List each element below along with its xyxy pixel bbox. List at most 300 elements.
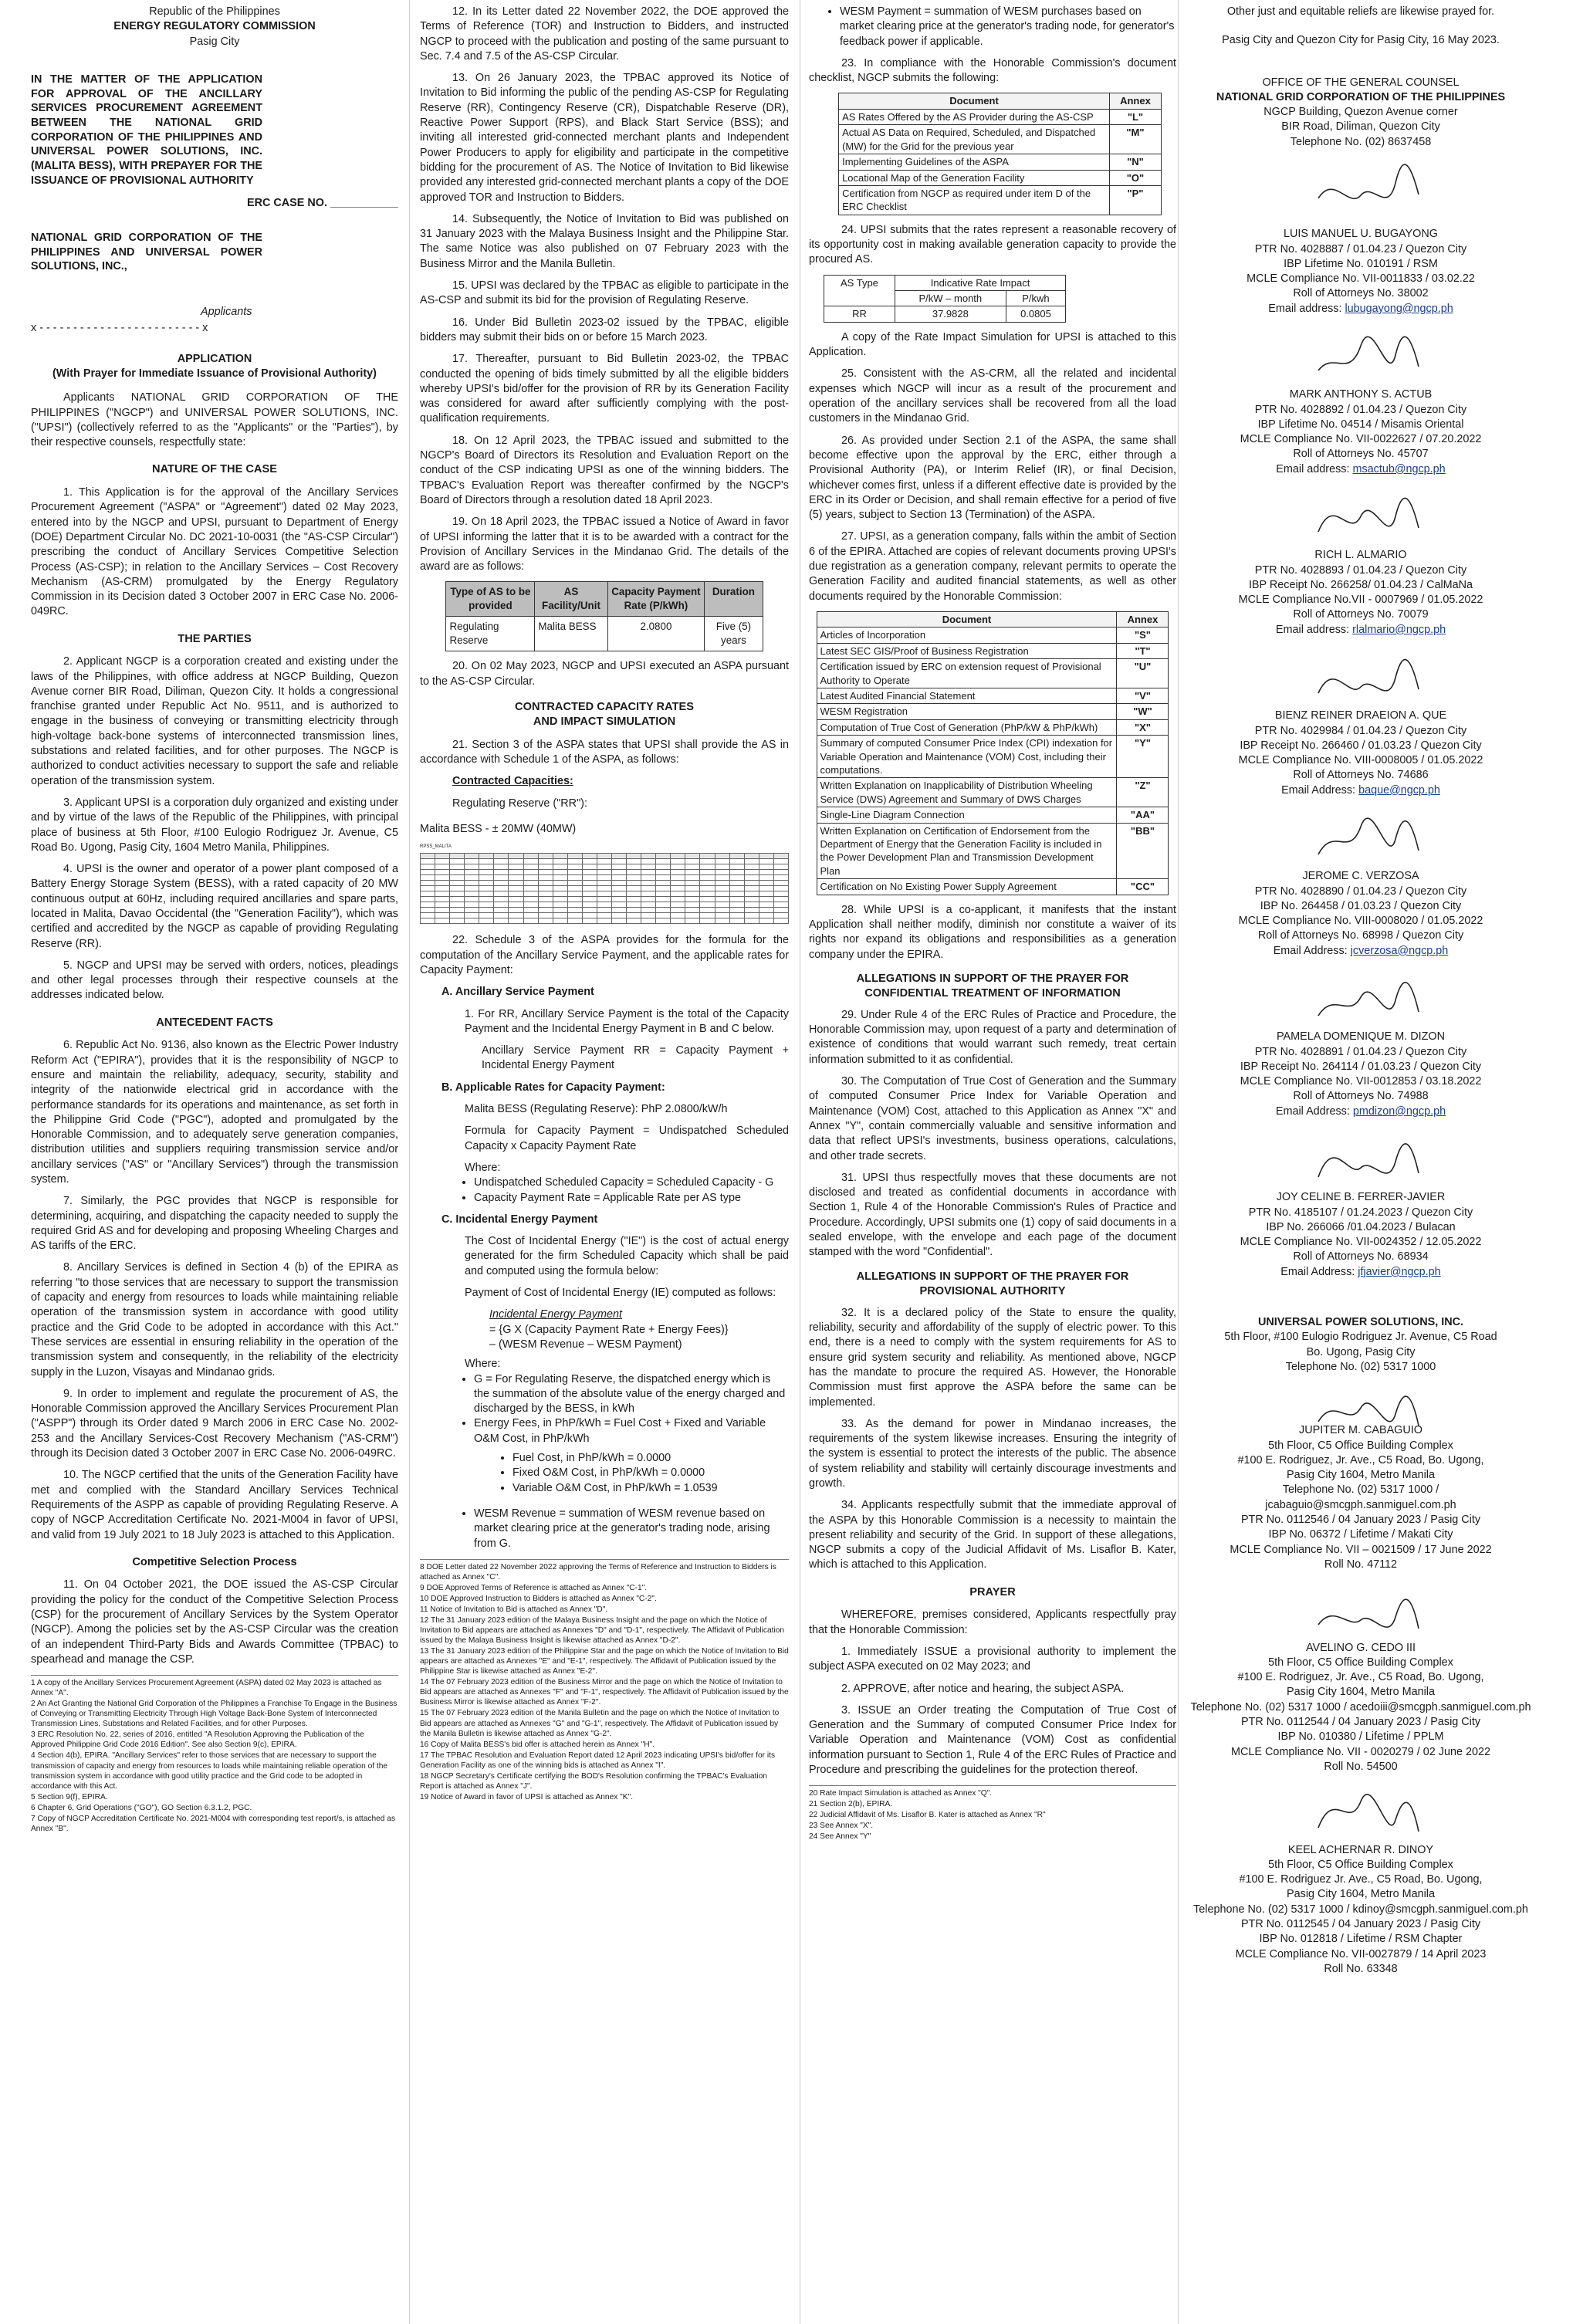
table-cell: Certification issued by ERC on extension request of Provisional Authority to Operate xyxy=(817,659,1117,688)
table-cell: 37.9828 xyxy=(895,306,1006,322)
grid-cell xyxy=(612,881,627,886)
table-cell: "P" xyxy=(1109,185,1161,215)
grid-cell xyxy=(582,908,597,913)
grid-cell xyxy=(773,854,788,859)
signature-block xyxy=(1179,642,1542,803)
grid-cell xyxy=(523,891,538,897)
grid-cell xyxy=(700,875,715,881)
email-link[interactable]: pmdizon@ngcp.ph xyxy=(1352,1104,1446,1118)
grid-cell xyxy=(421,870,435,875)
grid-row xyxy=(421,875,789,881)
grid-cell xyxy=(597,870,611,875)
table-header: Document xyxy=(817,611,1117,627)
grid-cell xyxy=(567,908,582,913)
paragraph-25: 25. Consistent with the AS-CRM, all the related and incidental expenses which NGCP will incur as a result of the procurement and operation of the ancillary services shall be recovered from all the load customers in the Mindanao Grid. xyxy=(809,367,1176,425)
grid-row xyxy=(421,886,789,891)
grid-cell xyxy=(700,902,715,908)
paragraph-20: 20. On 02 May 2023, NGCP and UPSI executed an ASPA pursuant to the AS-CSP Circular. xyxy=(420,660,789,688)
footnote: 12 The 31 January 2023 edition of the Malaya Business Insight and the page on which the Notice of Invitation to Bid appears are attached as Annexes "D" and "D-1", respectively. The Affidavit of Publication issued by the Malaya Business Insight is likewise attached as Annex "D-2". xyxy=(420,1616,785,1646)
grid-cell xyxy=(671,913,685,918)
energy-fee-list xyxy=(497,1451,789,1496)
grid-cell xyxy=(450,854,465,859)
list-item: • Variable O&M Cost, in PhP/kWh = 1.0539 xyxy=(512,1481,789,1496)
grid-cell xyxy=(450,908,465,913)
grid-cell xyxy=(671,918,685,924)
applicants-label: Applicants xyxy=(201,306,252,319)
signature-block xyxy=(1179,1124,1542,1284)
grid-cell xyxy=(700,891,715,897)
grid-cell xyxy=(627,859,641,864)
grid-cell xyxy=(729,913,744,918)
grid-cell xyxy=(479,897,494,902)
grid-cell xyxy=(509,859,523,864)
signature-scribble xyxy=(1303,150,1426,219)
grid-cell xyxy=(773,864,788,870)
paragraph-4: 4. UPSI is the owner and operator of a power plant composed of a Battery Energy Storage System (BESS), with a rated capacity of 20 MW continuous output at 60Hz, including required ancillaries and spare parts, located in Malita, Davao Occidental (the "Generation Facility"), which was certified and accredited by the NGCP as capable of providing Regulating Reserve (RR). xyxy=(31,863,398,950)
grid-cell xyxy=(612,854,627,859)
checklist-table xyxy=(838,93,1162,215)
table-cell: Implementing Guidelines of the ASPA xyxy=(839,154,1110,170)
table-cell: "X" xyxy=(1117,719,1169,735)
prayer-item-2: 2. APPROVE, after notice and hearing, the subject ASPA. xyxy=(841,1682,1125,1695)
grid-cell xyxy=(479,875,494,881)
signatory-email-line xyxy=(1179,623,1542,638)
footnote: 20 Rate Impact Simulation is attached as Annex "Q". xyxy=(809,1789,993,1798)
wherefore-paragraph: WHEREFORE, premises considered, Applicants respectfully pray that the Honorable Commission: xyxy=(809,1609,1176,1636)
grid-cell xyxy=(553,870,567,875)
grid-cell xyxy=(773,908,788,913)
grid-cell xyxy=(715,913,729,918)
grid-cell xyxy=(671,864,685,870)
grid-cell xyxy=(744,864,759,870)
paragraph-3: 3. Applicant UPSI is a corporation duly organized and existing under and by virtue of the laws of the Republic of the Philippines, with principal place of business at 5th Floor, #100 Eulogio Rodriguez Jr. Avenue, C5 Road Bo. Ugong, Pasig City, 1604 Metro Manila, Philippines. xyxy=(31,796,398,854)
heading-antecedent: ANTECEDENT FACTS xyxy=(156,1016,273,1029)
table-header: AS Type xyxy=(824,275,895,306)
email-link[interactable]: jcverzosa@ngcp.ph xyxy=(1350,944,1449,957)
grid-cell xyxy=(627,913,641,918)
signatory-detail: MCLE Compliance No. VII-0027879 / 14 April 2023 xyxy=(1235,1947,1487,1960)
grid-cell xyxy=(494,859,509,864)
grid-cell xyxy=(729,875,744,881)
grid-cell xyxy=(597,902,611,908)
email-link[interactable]: baque@ngcp.ph xyxy=(1358,783,1440,797)
grid-cell xyxy=(523,913,538,918)
award-cell: 2.0800 xyxy=(607,617,705,651)
paragraph-6: 6. Republic Act No. 9136, also known as the Electric Power Industry Reform Act ("EPIRA"), provides that it is the responsibility of NGCP to ensure and maintain the reliability, adequacy, security, stability and integrity of the nationwide electrical grid in accordance with the performance standards for its operations and maintenance, as set forth in the Philippine Grid Code ("PGC"), adopted and promulgated by the Honorable Commission, and to adequately serve generation companies, distribution utilities and suppliers requiring transmission service and/or ancillary services ("AS" or "Ancillary Services") through the transmission system. xyxy=(31,1039,398,1186)
grid-cell xyxy=(435,913,450,918)
grid-cell xyxy=(479,918,494,924)
signatory-email-line xyxy=(1179,944,1542,959)
grid-cell xyxy=(773,870,788,875)
signatory-detail: MCLE Compliance No. VII-0011833 / 03.02.22 xyxy=(1247,272,1475,286)
grid-cell xyxy=(553,864,567,870)
signature-block xyxy=(1179,321,1542,482)
grid-cell xyxy=(744,918,759,924)
grid-cell xyxy=(553,913,567,918)
signature-scribble xyxy=(1303,963,1426,1033)
ngcp-address-1: NGCP Building, Quezon Avenue corner xyxy=(1263,106,1458,119)
grid-cell xyxy=(671,908,685,913)
grid-cell xyxy=(715,908,729,913)
signatory-detail: PTR No. 4028887 / 01.04.23 / Quezon City xyxy=(1254,242,1467,255)
signatory-detail: Roll No. 47112 xyxy=(1324,1558,1398,1571)
documents-table xyxy=(817,611,1169,895)
grid-cell xyxy=(656,854,671,859)
column-3 xyxy=(809,0,1176,2324)
grid-cell xyxy=(465,908,479,913)
signature-text xyxy=(1179,1843,1542,1977)
grid-cell xyxy=(773,881,788,886)
email-link[interactable]: lubugayong@ngcp.ph xyxy=(1345,302,1453,315)
grid-cell xyxy=(597,908,611,913)
table-cell: "N" xyxy=(1109,154,1161,170)
table-row xyxy=(839,185,1162,215)
signatory-detail: IBP Receipt No. 266258/ 01.04.23 / CalMaNa xyxy=(1248,578,1473,591)
section-b-heading: B. Applicable Rates for Capacity Payment: xyxy=(441,1081,665,1094)
table-cell: "Y" xyxy=(1117,736,1169,778)
grid-cell xyxy=(479,864,494,870)
grid-cell xyxy=(582,854,597,859)
grid-cell xyxy=(523,875,538,881)
signatory-detail: MCLE Compliance No. VII – 0021509 / 17 June 2022 xyxy=(1230,1543,1492,1556)
grid-cell xyxy=(421,913,435,918)
column-2 xyxy=(420,0,789,2324)
email-label: Email address: xyxy=(1268,302,1345,315)
table-cell: WESM Registration xyxy=(817,704,1117,719)
signatory-detail: MCLE Compliance No. VIII-0008005 / 01.05.2022 xyxy=(1238,754,1483,767)
grid-cell xyxy=(671,891,685,897)
award-header: Duration xyxy=(705,582,763,617)
list-item: • WESM Payment = summation of WESM purchases based on market clearing price at the generator's trading node, for generator's feedback power if applicable. xyxy=(840,5,1176,49)
grid-cell xyxy=(465,897,479,902)
grid-cell xyxy=(435,875,450,881)
signatory-email-line xyxy=(1179,783,1542,798)
grid-cell xyxy=(641,854,656,859)
signatory-detail: Roll of Attorneys No. 68998 / Quezon City xyxy=(1257,929,1464,942)
grid-cell xyxy=(567,859,582,864)
grid-cell xyxy=(597,913,611,918)
grid-cell xyxy=(523,881,538,886)
caption-rule: x - - - - - - - - - - - - - - - - - - - - - - - - x xyxy=(31,322,208,335)
grid-cell xyxy=(612,875,627,881)
signatory-detail: MCLE Compliance No. VII-0022627 / 07.20.2022 xyxy=(1240,433,1482,446)
document-header xyxy=(31,0,398,49)
grid-cell xyxy=(773,859,788,864)
grid-cell xyxy=(729,886,744,891)
signatory-detail: IBP Receipt No. 264114 / 01.03.23 / Quezon City xyxy=(1240,1060,1482,1073)
republic-label: Republic of the Philippines xyxy=(149,5,280,18)
table-row xyxy=(446,617,763,651)
grid-cell xyxy=(773,886,788,891)
signatory-detail: Roll of Attorneys No. 45707 xyxy=(1293,448,1429,461)
table-header: Document xyxy=(839,93,1110,109)
grid-cell xyxy=(553,854,567,859)
table-row xyxy=(817,643,1169,658)
award-cell: Regulating Reserve xyxy=(446,617,535,651)
grid-row xyxy=(421,854,789,859)
grid-cell xyxy=(641,859,656,864)
list-item: • Undispatched Scheduled Capacity = Scheduled Capacity - G xyxy=(474,1176,789,1190)
grid-cell xyxy=(421,891,435,897)
grid-cell xyxy=(597,854,611,859)
signatory-detail: PTR No. 0112546 / 04 January 2023 / Pasig City xyxy=(1240,1514,1481,1527)
rate-impact-note: A copy of the Rate Impact Simulation for UPSI is attached to this Application. xyxy=(809,330,1176,359)
grid-cell xyxy=(494,875,509,881)
grid-cell xyxy=(465,854,479,859)
grid-cell xyxy=(582,902,597,908)
grid-cell xyxy=(509,881,523,886)
grid-cell xyxy=(627,918,641,924)
signatory-name: BIENZ REINER DRAEION A. QUE xyxy=(1274,709,1447,722)
grid-cell xyxy=(582,875,597,881)
prayer-item-3: 3. ISSUE an Order treating the Computation of True Cost of Generation and the Summary of computed Consumer Price Index for Variable Operation and Maintenance (VOM) Cost as confidential information pursuant to Section 1, Rule 4 of the ERC Rules of Practice and Procedure and prescribing the guidelines for the protection thereof. xyxy=(809,1703,1176,1776)
grid-cell xyxy=(494,854,509,859)
signatory-detail: IBP No. 264458 / 01.03.23 / Quezon City xyxy=(1260,899,1462,912)
grid-cell xyxy=(421,902,435,908)
grid-cell xyxy=(479,854,494,859)
signatory-detail: 5th Floor, C5 Office Building Complex xyxy=(1268,1858,1453,1871)
grid-cell xyxy=(685,870,700,875)
grid-cell xyxy=(759,897,773,902)
grid-cell xyxy=(744,913,759,918)
grid-cell xyxy=(729,897,744,902)
email-link[interactable]: jfjavier@ngcp.ph xyxy=(1358,1265,1441,1278)
paragraph-12: 12. In its Letter dated 22 November 2022, the DOE approved the Terms of Reference (TOR) and Instruction to Bidders, and instructed NGCP to proceed with the publication and posting of the same pursuant to Sec. 7.4 and 7.5 of the AS-CSP Circular. xyxy=(420,5,789,63)
grid-cell xyxy=(641,902,656,908)
grid-cell xyxy=(641,881,656,886)
grid-cell xyxy=(509,913,523,918)
signatory-detail: MCLE Compliance No.VII - 0007969 / 01.05.2022 xyxy=(1238,594,1483,607)
email-link[interactable]: msactub@ngcp.ph xyxy=(1352,462,1446,475)
signatory-detail: PTR No. 4028891 / 01.04.23 / Quezon City xyxy=(1254,1045,1467,1058)
signature-block xyxy=(1179,803,1542,963)
grid-cell xyxy=(421,886,435,891)
footnote: 1 A copy of the Ancillary Services Procurement Agreement (ASPA) dated 02 May 2023 is attached as Annex "A". xyxy=(31,1679,382,1698)
grid-cell xyxy=(773,902,788,908)
signatory-detail: PTR No. 4029984 / 01.04.23 / Quezon City xyxy=(1254,724,1467,737)
grid-cell xyxy=(465,859,479,864)
email-link[interactable]: rlalmario@ngcp.ph xyxy=(1352,623,1446,636)
grid-cell xyxy=(685,897,700,902)
table-row xyxy=(824,306,1066,322)
table-cell: "W" xyxy=(1117,704,1169,719)
section-c-heading: C. Incidental Energy Payment xyxy=(441,1213,598,1226)
grid-cell xyxy=(582,870,597,875)
signatory-name: JUPITER M. CABAGUIO xyxy=(1299,1424,1422,1437)
grid-cell xyxy=(523,870,538,875)
other-relief: Other just and equitable reliefs are likewise prayed for. xyxy=(1226,5,1495,18)
grid-cell xyxy=(494,881,509,886)
paragraph-8: 8. Ancillary Services is defined in Section 4 (b) of the EPIRA as referring "to those services that are necessary to support the transmission of capacity and energy from resources to loads while maintaining reliable operation of the transmission system in accordance with good utility practice and the Grid Code to be adopted in accordance with this Act." These services are essential in ensuring reliability in the operation of the transmission system and consequently, in the reliability of the electricity supply in the Luzon, Visayas and Mindanao grids. xyxy=(31,1261,398,1379)
grid-cell xyxy=(435,886,450,891)
section-c-text: The Cost of Incidental Energy ("IE") is the cost of actual energy generated for the firm Scheduled Capacity which shall be paid and computed using the formula below: xyxy=(465,1235,789,1277)
footnote: 16 Copy of Malita BESS's bid offer is attached herein as Annex "H". xyxy=(420,1740,655,1749)
award-cell: Malita BESS xyxy=(535,617,607,651)
footnote: 4 Section 4(b), EPIRA. "Ancillary Services" refer to those services that are necessary to support the transmission of capacity and energy from resources to loads while maintaining reliable operation of the transmission system in accordance with good utility practice and the Grid code to be adopted in accordance with this Act. xyxy=(31,1751,388,1791)
grid-cell xyxy=(435,859,450,864)
grid-cell xyxy=(729,908,744,913)
signatory-detail: PTR No. 0112545 / 04 January 2023 / Pasig City xyxy=(1240,1918,1481,1931)
grid-cell xyxy=(627,875,641,881)
grid-cell xyxy=(597,875,611,881)
grid-cell xyxy=(641,886,656,891)
table-cell: RR xyxy=(824,306,895,322)
grid-cell xyxy=(582,886,597,891)
signatory-detail: #100 E. Rodriguez Jr. Ave., C5 Road, Bo. Ugong, xyxy=(1239,1873,1483,1886)
grid-cell xyxy=(435,891,450,897)
grid-cell xyxy=(553,875,567,881)
grid-cell xyxy=(421,897,435,902)
grid-cell xyxy=(509,870,523,875)
grid-cell xyxy=(509,854,523,859)
prayer-item-1: 1. Immediately ISSUE a provisional authority to implement the subject ASPA executed on 02 May 2023; and xyxy=(809,1645,1176,1673)
grid-cell xyxy=(450,886,465,891)
table-row xyxy=(817,879,1169,895)
grid-cell xyxy=(685,886,700,891)
place-date: Pasig City and Quezon City for Pasig City, 16 May 2023. xyxy=(1222,34,1500,47)
upsi-telephone: Telephone No. (02) 5317 1000 xyxy=(1285,1360,1436,1373)
contracted-capacities: Contracted Capacities: xyxy=(452,775,573,788)
iep-formula-1: = {G X (Capacity Payment Rate + Energy Fees)} xyxy=(489,1323,729,1336)
grid-cell xyxy=(612,908,627,913)
section-b-rate: Malita BESS (Regulating Reserve): PhP 2.0800/kW/h xyxy=(465,1103,728,1116)
table-header: Indicative Rate Impact xyxy=(895,275,1065,290)
signature-scribble xyxy=(1303,1577,1426,1646)
grid-row xyxy=(421,908,789,913)
grid-cell xyxy=(685,902,700,908)
grid-cell xyxy=(597,897,611,902)
grid-cell xyxy=(538,859,553,864)
signature-scribble xyxy=(1303,321,1426,391)
grid-cell xyxy=(450,864,465,870)
grid-cell xyxy=(685,908,700,913)
grid-cell xyxy=(612,870,627,875)
grid-cell xyxy=(450,897,465,902)
grid-cell xyxy=(494,897,509,902)
grid-cell xyxy=(435,908,450,913)
grid-cell xyxy=(700,864,715,870)
grid-cell xyxy=(759,918,773,924)
signatory-name: PAMELA DOMENIQUE M. DIZON xyxy=(1276,1030,1445,1044)
signature-text xyxy=(1179,709,1542,798)
where-label-2: Where: xyxy=(465,1358,501,1371)
grid-cell xyxy=(715,897,729,902)
grid-cell xyxy=(627,902,641,908)
signature-block xyxy=(1179,482,1542,642)
signatory-detail: PTR No. 4028893 / 01.04.23 / Quezon City xyxy=(1254,563,1467,577)
signature-scribble xyxy=(1303,1124,1426,1193)
signatory-name: JOY CELINE B. FERRER-JAVIER xyxy=(1276,1191,1446,1204)
award-header: Type of AS to be provided xyxy=(446,582,535,617)
grid-cell xyxy=(567,886,582,891)
heading-provisional: ALLEGATIONS IN SUPPORT OF THE PRAYER FOR PROVISIONAL AUTHORITY xyxy=(856,1270,1129,1298)
grid-cell xyxy=(494,918,509,924)
footnote: 3 ERC Resolution No. 22, series of 2016, entitled "A Resolution Approving the Publication of the Approved Philippine Grid Code 2016 Edition". See also Section 9(c), EPIRA. xyxy=(31,1730,364,1750)
footnote: 23 See Annex "X". xyxy=(809,1822,874,1831)
grid-cell xyxy=(641,897,656,902)
award-header: AS Facility/Unit xyxy=(535,582,607,617)
table-cell: Computation of True Cost of Generation (PhP/kW & PhP/kWh) xyxy=(817,719,1117,735)
grid-cell xyxy=(479,881,494,886)
footnote: 17 The TPBAC Resolution and Evaluation Report dated 12 April 2023 indicating UPSI's bid/offer for its Generation Facility as one of the winning bids is attached as Annex "I". xyxy=(420,1751,776,1770)
grid-row xyxy=(421,859,789,864)
table-header: P/kwh xyxy=(1006,291,1065,306)
ngcp-address-2: BIR Road, Diliman, Quezon City xyxy=(1281,120,1440,134)
footnote: 8 DOE Letter dated 22 November 2022 approving the Terms of Reference and Instruction to Bidders is attached as Annex "C". xyxy=(420,1562,776,1581)
footnote: 13 The 31 January 2023 edition of the Philippine Star and the page on which the Notice of Invitation to Bid appears are attached as Annexes "E" and "E-1", respectively. The Affidavit of Publication issued by the Philippine Star is likewise attached as Annex "E-2". xyxy=(420,1647,789,1676)
grid-cell xyxy=(538,908,553,913)
signatory-detail: Roll of Attorneys No. 74988 xyxy=(1293,1090,1429,1103)
table-cell: "U" xyxy=(1117,659,1169,688)
award-header: Capacity Payment Rate (P/kWh) xyxy=(607,582,705,617)
grid-cell xyxy=(465,902,479,908)
grid-cell xyxy=(494,902,509,908)
grid-cell xyxy=(612,913,627,918)
signatory-detail: Pasig City 1604, Metro Manila xyxy=(1287,1888,1435,1901)
grid-cell xyxy=(744,891,759,897)
column-divider xyxy=(409,0,410,2324)
rr-label: Regulating Reserve ("RR"): xyxy=(452,797,587,810)
grid-cell xyxy=(656,908,671,913)
grid-cell xyxy=(597,859,611,864)
ngcp-telephone: Telephone No. (02) 8637458 xyxy=(1290,135,1432,148)
footnote: 2 An Act Granting the National Grid Corporation of the Philippines a Franchise To Engage in the Business of Conveying or Transmitting Electricity Through High Voltage Back-Bone System of Interconnected Transmission Lines, Substations and Related Facilities, and for other Purposes. xyxy=(31,1700,397,1729)
grid-cell xyxy=(759,891,773,897)
grid-cell xyxy=(523,908,538,913)
grid-cell xyxy=(582,913,597,918)
grid-cell xyxy=(597,918,611,924)
paragraph-29: 29. Under Rule 4 of the ERC Rules of Practice and Procedure, the Honorable Commission may, upon request of a party and determination of existence of conditions that would warrant such remedy, treat certain information submitted to it as confidential. xyxy=(809,1008,1176,1066)
list-item: • WESM Revenue = summation of WESM revenue based on market clearing price at the generator's trading node, arising from G. xyxy=(474,1507,789,1551)
grid-cell xyxy=(465,886,479,891)
table-row xyxy=(817,688,1169,703)
signatory-detail: Telephone No. (02) 5317 1000 / xyxy=(1282,1483,1439,1497)
grid-cell xyxy=(523,854,538,859)
table-header: P/kW – month xyxy=(895,291,1006,306)
grid-cell xyxy=(773,913,788,918)
signatory-detail: Roll of Attorneys No. 68934 xyxy=(1293,1250,1429,1263)
ngcp-name: NATIONAL GRID CORPORATION OF THE PHILIPPINES xyxy=(1216,90,1506,103)
grid-cell xyxy=(700,886,715,891)
table-row xyxy=(817,719,1169,735)
application-title: APPLICATION xyxy=(177,352,252,365)
signatory-email-line xyxy=(1179,1104,1542,1119)
grid-cell xyxy=(700,881,715,886)
grid-cell xyxy=(435,902,450,908)
list-item: • G = For Regulating Reserve, the dispatched energy which is the summation of the absolute value of the energy charged and discharged by the BESS, in kWh xyxy=(474,1372,789,1417)
grid-cell xyxy=(700,908,715,913)
grid-cell xyxy=(641,875,656,881)
grid-cell xyxy=(509,864,523,870)
grid-cell xyxy=(773,891,788,897)
signatory-detail: IBP No. 012818 / Lifetime / RSM Chapter xyxy=(1259,1933,1463,1946)
signature-scribble xyxy=(1303,642,1426,712)
signatory-detail: MCLE Compliance No. VII - 0020279 / 02 June 2022 xyxy=(1231,1745,1490,1758)
signature-block xyxy=(1179,150,1542,321)
table-row xyxy=(817,704,1169,719)
grid-cell xyxy=(773,897,788,902)
grid-cell xyxy=(553,881,567,886)
grid-row xyxy=(421,870,789,875)
signatory-detail: Roll No. 63348 xyxy=(1324,1962,1398,1975)
grid-cell xyxy=(567,897,582,902)
paragraph-17: 17. Thereafter, pursuant to Bid Bulletin 2023-02, the TPBAC conducted the opening of bids timely submitted by all the eligible bidders whereby UPSI's bid/offer for the provision of RR by its Generation Facility was considered for award after sufficiently complying with the post-qualification requirements. xyxy=(420,353,789,425)
grid-cell xyxy=(479,902,494,908)
grid-cell xyxy=(744,881,759,886)
ogc-label: OFFICE OF THE GENERAL COUNSEL xyxy=(1262,76,1460,89)
grid-cell xyxy=(612,891,627,897)
paragraph-15: 15. UPSI was declared by the TPBAC as eligible to participate in the AS-CSP and submit its bid for the provision of Regulating Reserve. xyxy=(420,279,789,307)
